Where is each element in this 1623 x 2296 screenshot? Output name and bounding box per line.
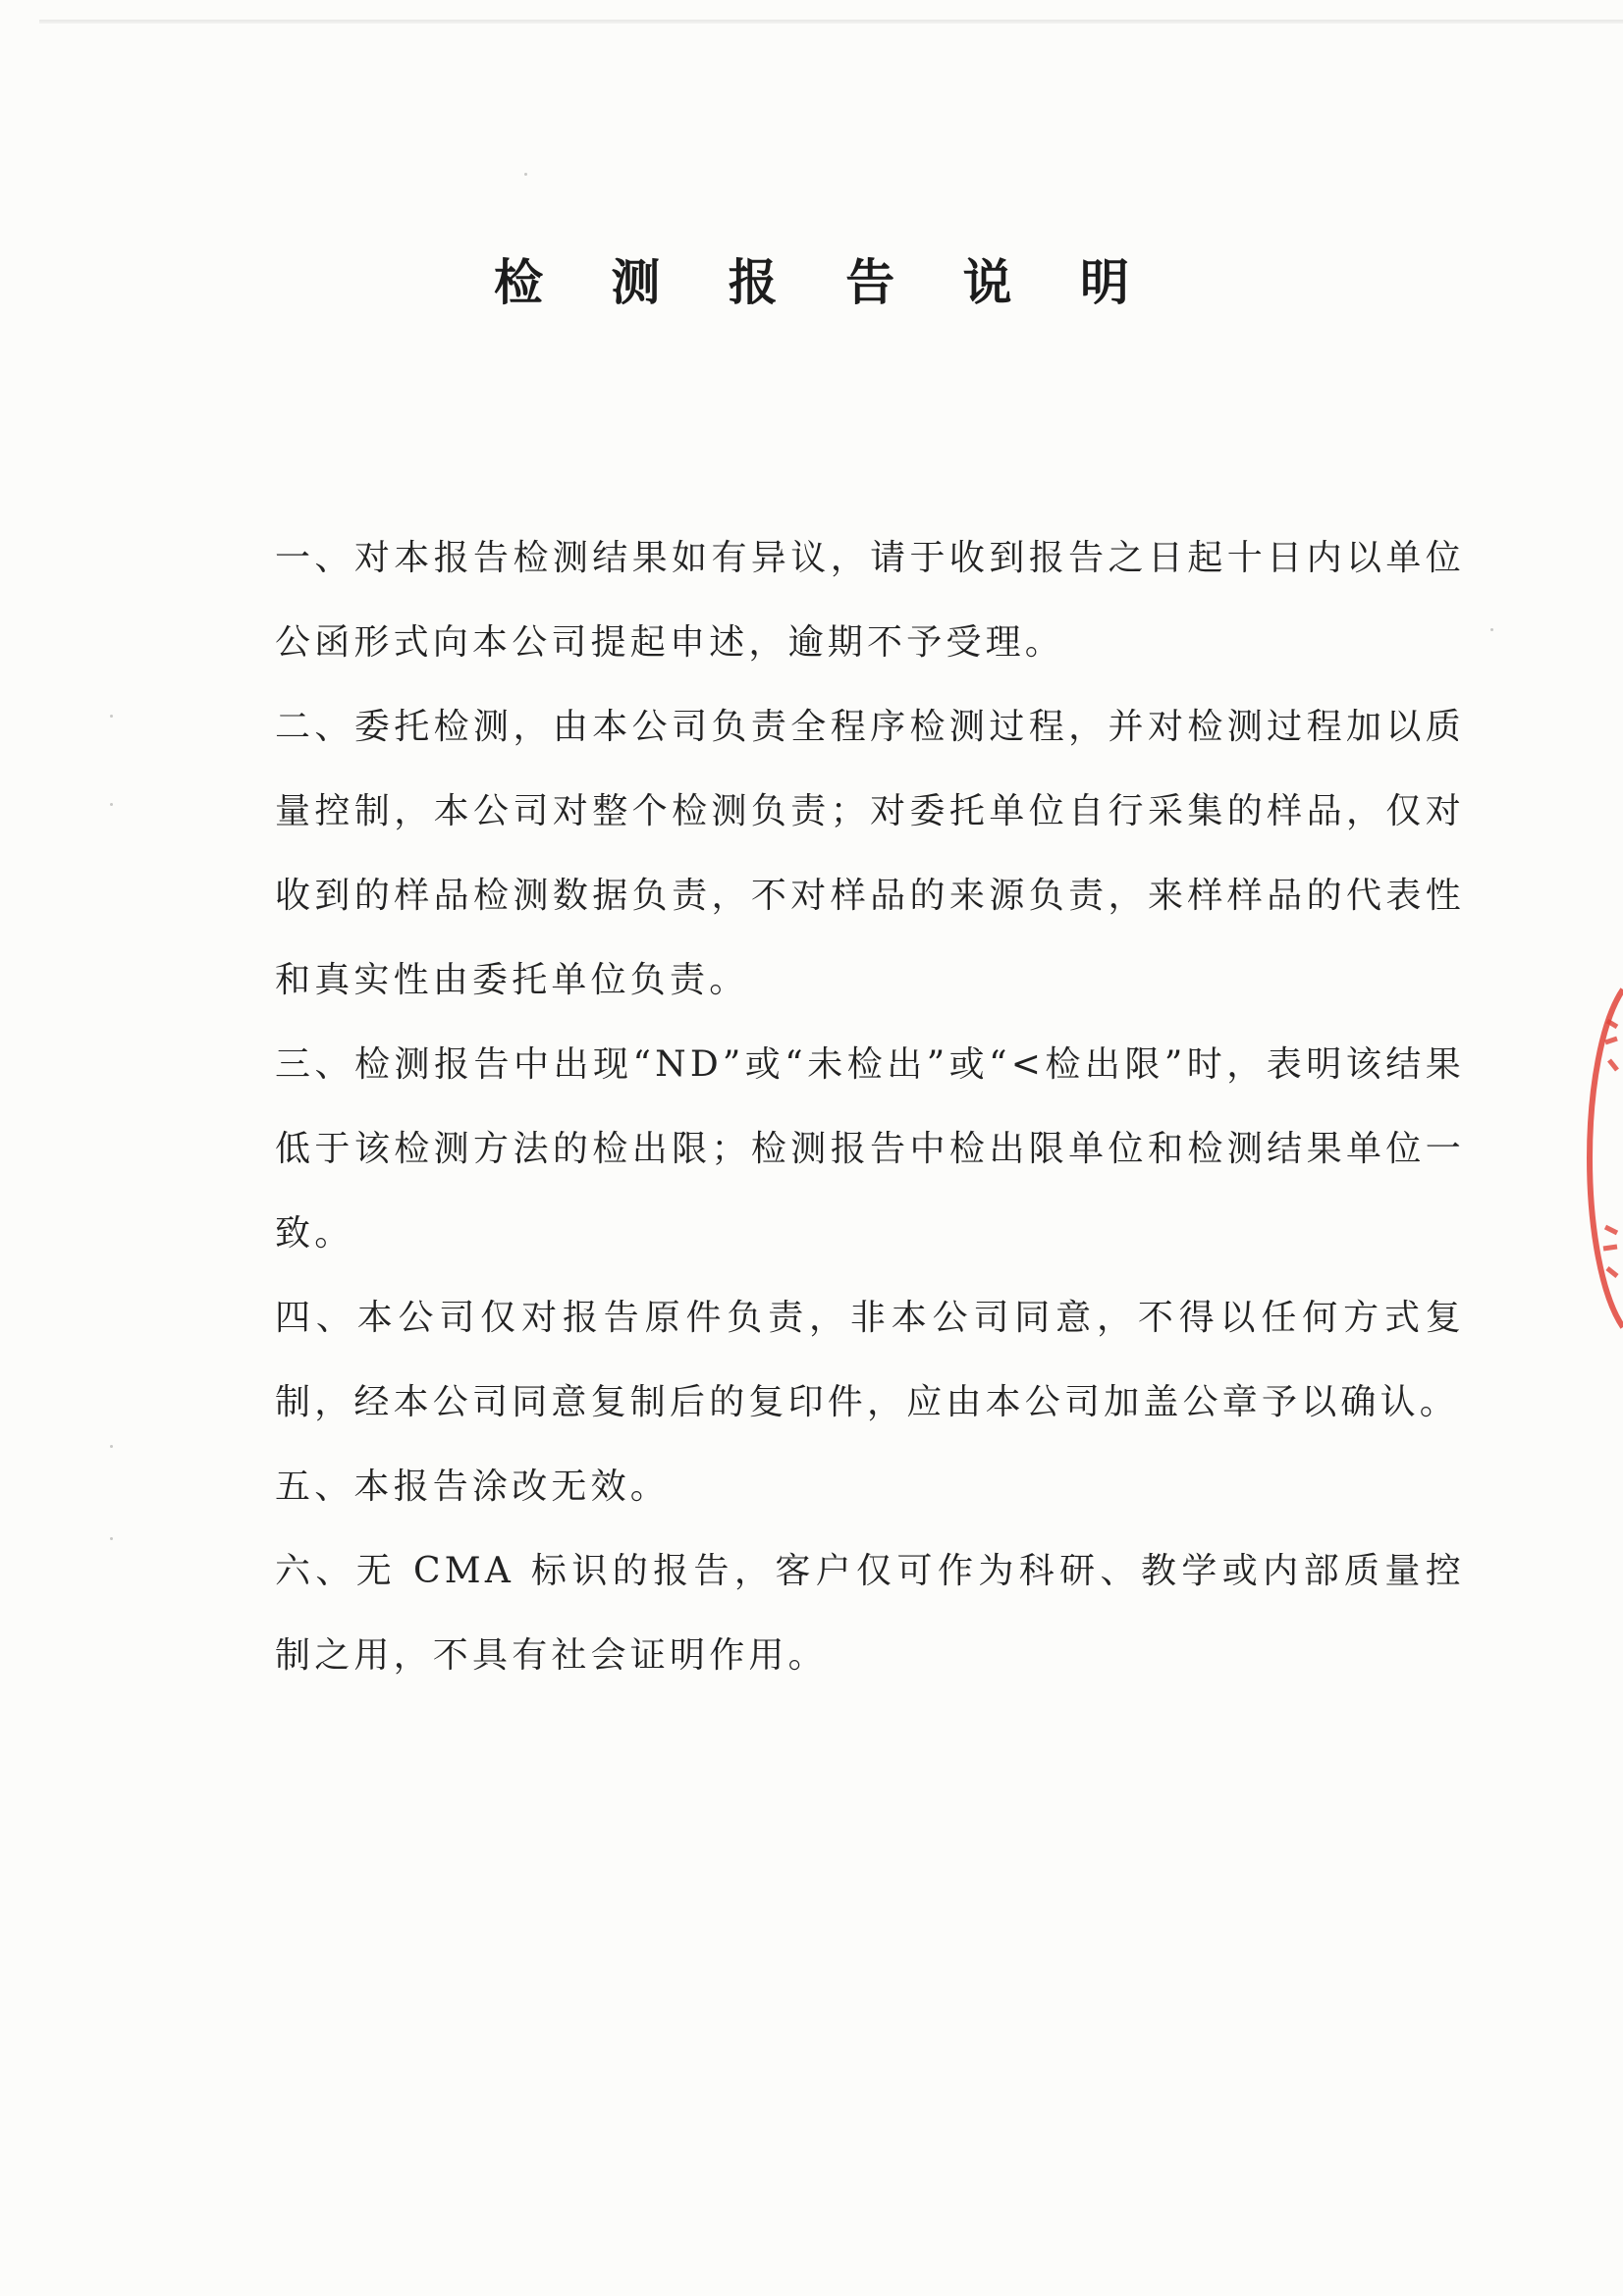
document-body [275, 516, 1465, 1698]
scan-speck [1490, 628, 1493, 631]
red-seal-fragment [1576, 982, 1623, 1335]
scan-speck [110, 1537, 113, 1540]
clause-6: 六、无 CMA 标识的报告，客户仅可作为科研、教学或内部质量控制之用，不具有社会证明作用。 [275, 1551, 1465, 1676]
page-title: 检 测 报 告 说 明 [493, 253, 1156, 311]
clause-3: 三、检测报告中出现“ND”或“未检出”或“<检出限”时，表明该结果低于该检测方法的检出限；检测报告中检出限单位和检测结果单位一致。 [275, 1044, 1465, 1254]
clause-2: 二、委托检测，由本公司负责全程序检测过程，并对检测过程加以质量控制，本公司对整个检测负责；对委托单位自行采集的样品，仅对收到的样品检测数据负责，不对样品的来源负责，来样样品的代表性和真实性由委托单位负责。 [275, 707, 1465, 1000]
scan-edge [39, 20, 1623, 24]
scan-speck [110, 715, 113, 718]
clause-5: 五、本报告涂改无效。 [275, 1467, 671, 1507]
scan-speck [524, 173, 527, 176]
clause-4: 四、本公司仅对报告原件负责，非本公司同意，不得以任何方式复制，经本公司同意复制后的复印件，应由本公司加盖公章予以确认。 [275, 1298, 1465, 1422]
clause-1: 一、对本报告检测结果如有异议，请于收到报告之日起十日内以单位公函形式向本公司提起申述，逾期不予受理。 [275, 538, 1465, 663]
scan-speck [110, 803, 113, 806]
scan-speck [110, 1445, 113, 1448]
